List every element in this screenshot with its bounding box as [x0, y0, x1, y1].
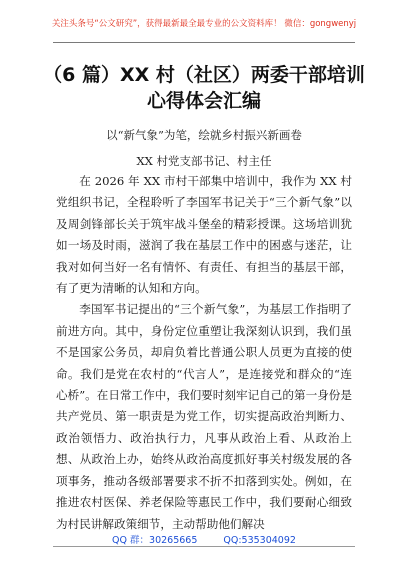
footer-contact [0, 532, 408, 546]
header-divider [53, 42, 355, 43]
header-note: 关注头条号“公文研究”，获得最新最全最专业的公文资料库！ 微信：gongwenyj [51, 19, 357, 29]
document-title: （6 篇）XX 村（社区）两委干部培训心得体会汇编 [43, 64, 365, 112]
paragraph-2: 李国军书记提出的“三个新气象”，为基层工作指明了前进方向。其中，身份定位重塑让我深刻认识到，我们虽不是国家公务员，却肩负着比普通公职人员更为直接的使命。我们是党在农村的“代言人”，是连接党和群众的“连心桥”。在日常工作中，我们要时刻牢记自己的第一身份是共产党员、第一职责是为党工作，切实提高政治判断力、政治领悟力、政治执行力，凡事从政治上看、从政治上想、从政治上办，始终从政治高度抓好事关村级发展的各项事务，推动各级部署要求不折不扣落到实处。例如，在推进农村医保、养老保险等惠民工作中，我们要耐心细致为村民讲解政策细节，主动帮助他们解决 [56, 302, 352, 531]
qq-number-text: QQ:535304092 [223, 535, 296, 546]
footer-divider [53, 546, 355, 547]
subtitle-line-1: 以“新气象”为笔，绘就乡村振兴新画卷 [106, 128, 302, 142]
body-text [56, 171, 352, 535]
paragraph-1: 在 2026 年 XX 市村干部集中培训中，我作为 XX 村党组织书记，全程聆听了李国军书记关于“三个新气象”以及周剑锋部长关于筑牢战斗堡垒的精彩授课。这场培训犹如一场及时雨，滋润了我在基层工作中的困惑与迷茫，让我对如何当好一名有情怀、有责任、有担当的基层干部，有了更为清晰的认知和方向。 [56, 174, 352, 296]
subtitle-line-2: XX 村党支部书记、村主任 [136, 154, 272, 168]
qq-group-text: QQ 群：30265665 [112, 535, 198, 546]
